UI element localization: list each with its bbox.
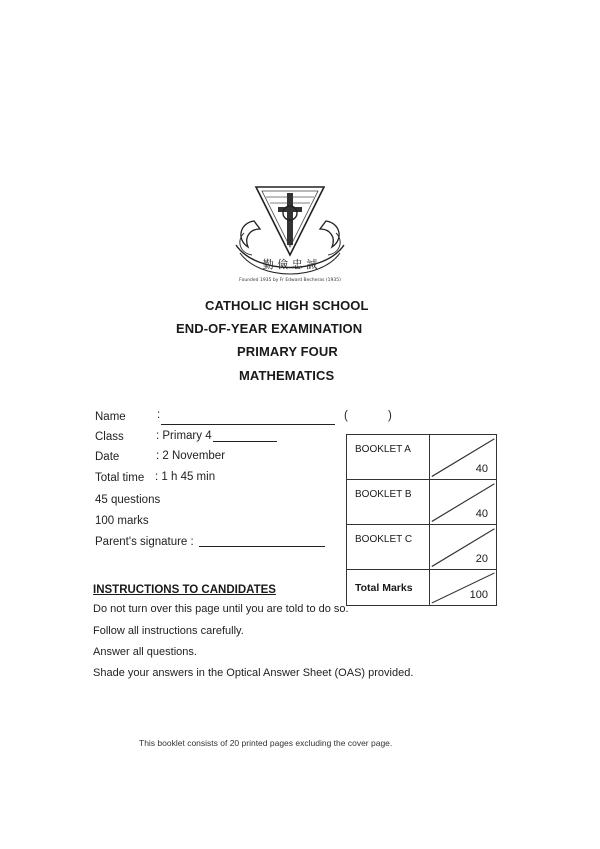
booklet-max: 40 (475, 508, 488, 520)
date-label: Date (95, 451, 120, 463)
parent-signature-field[interactable] (199, 546, 325, 547)
class-field[interactable] (213, 441, 277, 442)
instruction-item: Shade your answers in the Optical Answer Sheet (OAS) provided. (93, 667, 414, 679)
exam-title: END-OF-YEAR EXAMINATION (176, 321, 363, 336)
name-colon: : (157, 409, 161, 421)
booklet-label: BOOKLET A (347, 435, 430, 480)
level-title: PRIMARY FOUR (237, 344, 338, 359)
school-crest-icon (226, 183, 354, 283)
instruction-item: Answer all questions. (93, 646, 197, 658)
total-marks-text: 100 marks (95, 515, 149, 527)
index-paren-open: ( (344, 410, 348, 422)
marks-row (347, 525, 497, 570)
total-max: 100 (469, 589, 488, 601)
parent-signature-label: Parent's signature : (95, 536, 194, 548)
instruction-item: Do not turn over this page until you are told to do so. (93, 603, 349, 615)
booklet-max: 40 (475, 463, 488, 475)
class-label: Class (95, 431, 124, 443)
marks-table (346, 434, 497, 606)
instruction-item: Follow all instructions carefully. (93, 625, 244, 637)
booklet-score-cell (429, 480, 496, 525)
marks-row (347, 480, 497, 525)
date-value: : 2 November (156, 450, 226, 462)
index-paren-close: ) (388, 410, 392, 422)
class-value: : Primary 4 (156, 430, 212, 442)
svg-text:勤 儉 忠 誠: 勤 儉 忠 誠 (262, 258, 318, 271)
booklet-label: BOOKLET C (347, 525, 430, 570)
page-count-note: This booklet consists of 20 printed pages excluding the cover page. (139, 738, 393, 748)
marks-row (347, 570, 497, 606)
booklet-label: BOOKLET B (347, 480, 430, 525)
name-field[interactable] (161, 424, 335, 425)
time-label: Total time (95, 472, 145, 484)
name-label: Name (95, 411, 126, 423)
questions-count: 45 questions (95, 494, 161, 506)
svg-text:Founded 1935 by Fr Edward Bech: Founded 1935 by Fr Edward Becheras (1935) (239, 278, 341, 283)
booklet-score-cell (429, 525, 496, 570)
instructions-title: INSTRUCTIONS TO CANDIDATES (93, 584, 276, 596)
booklet-max: 20 (475, 553, 488, 565)
marks-row (347, 435, 497, 480)
time-value: : 1 h 45 min (155, 471, 216, 483)
total-marks-label: Total Marks (347, 570, 430, 606)
total-score-cell (429, 570, 496, 606)
booklet-score-cell (429, 435, 496, 480)
subject-title: MATHEMATICS (239, 368, 335, 383)
school-name: CATHOLIC HIGH SCHOOL (205, 298, 369, 313)
